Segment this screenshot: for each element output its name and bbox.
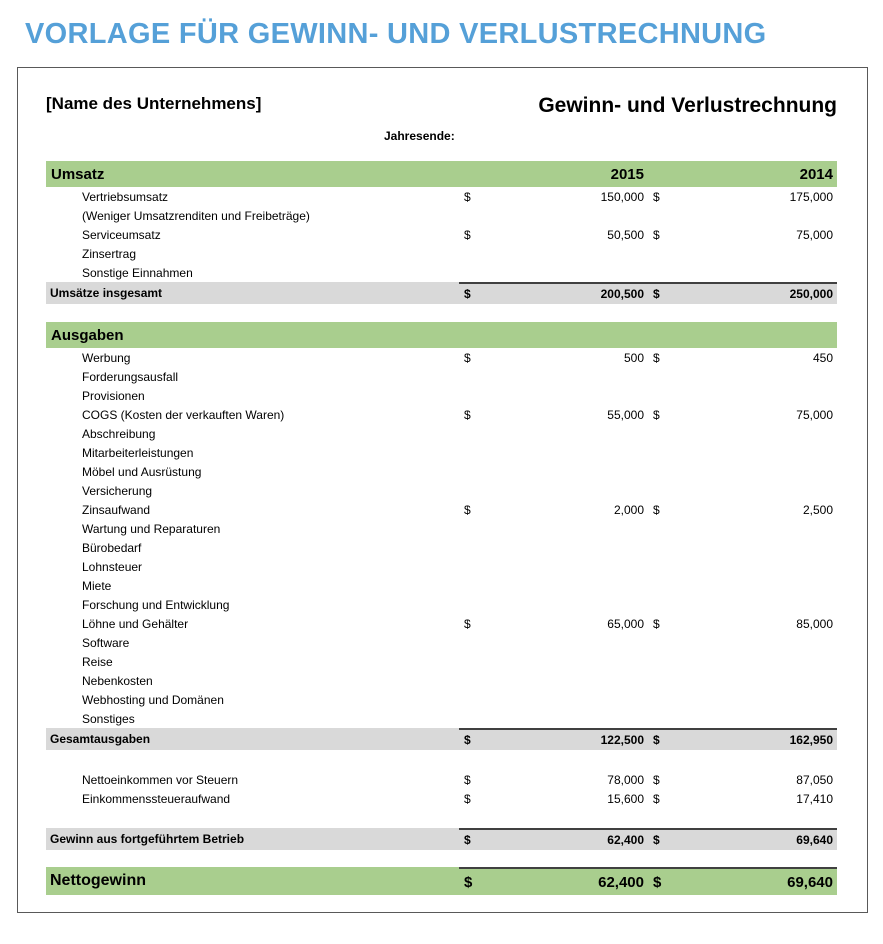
amount-value: 500 [623,350,644,365]
row-label: Werbung [82,350,131,365]
amount-cell [648,409,837,421]
amount-value: 55,000 [607,407,644,422]
currency-symbol: $ [653,287,660,302]
amount-columns [459,770,837,789]
row-label: Wartung und Reparaturen [82,521,221,536]
row-label: Provisionen [82,388,145,403]
line-item-row [46,386,837,405]
row-label: Nettogewinn [50,872,146,890]
line-item-row [46,443,837,462]
line-item-row [46,690,837,709]
amount-cell [648,352,837,364]
row-label: Zinsertrag [82,246,137,261]
currency-symbol: $ [653,227,660,242]
line-item-row [46,538,837,557]
amount-columns [459,282,837,304]
amount-columns [459,519,837,538]
document-header [46,94,837,117]
year-column-header [459,167,648,182]
row-label: Miete [82,578,112,593]
line-item-row [46,614,837,633]
amount-cell [648,618,837,630]
amount-columns [459,263,837,282]
currency-symbol: $ [464,733,471,748]
amount-columns [459,161,837,187]
amount-cell [648,229,837,241]
amount-columns [459,405,837,424]
amount-value: 69,640 [796,833,833,848]
amount-columns [459,206,837,225]
section-header [46,161,837,187]
row-label: Zinsaufwand [82,502,151,517]
amount-columns [459,828,837,850]
amount-cell [459,288,648,300]
amount-value: 75,000 [796,227,833,242]
row-label: Serviceumsatz [82,227,161,242]
line-item-row [46,187,837,206]
amount-value: 17,410 [796,791,833,806]
row-label: Mitarbeiterleistungen [82,445,194,460]
row-label: (Weniger Umsatzrenditen und Freibeträge) [82,208,310,223]
amount-value: 87,050 [796,772,833,787]
row-label: Nebenkosten [82,673,153,688]
currency-symbol: $ [653,189,660,204]
currency-symbol: $ [464,407,471,422]
amount-value: 175,000 [789,189,833,204]
amount-value: 78,000 [607,772,644,787]
row-label: Gesamtausgaben [50,732,151,747]
section-total-row [46,728,837,750]
company-name: [Name des Unternehmens] [46,94,262,114]
row-label: Löhne und Gehälter [82,616,189,631]
line-item-row [46,225,837,244]
amount-columns [459,424,837,443]
operating-profit-section [46,828,837,850]
summary-section [46,770,837,808]
amount-columns [459,367,837,386]
line-item-row [46,633,837,652]
line-item-row [46,462,837,481]
amount-cell [459,229,648,241]
amount-cell [459,734,648,746]
amount-value: 75,000 [796,407,833,422]
line-item-row [46,576,837,595]
amount-cell [648,793,837,805]
amount-value: 62,400 [607,833,644,848]
amount-columns [459,386,837,405]
currency-symbol: $ [653,833,660,848]
line-item-row [46,519,837,538]
amount-columns [459,187,837,206]
amount-value: 85,000 [796,616,833,631]
currency-symbol: $ [464,189,471,204]
summary-row [46,789,837,808]
amount-cell [648,504,837,516]
amount-columns [459,614,837,633]
amount-cell [648,288,837,300]
amount-cell [459,191,648,203]
currency-symbol: $ [464,350,471,365]
amount-value: 15,600 [607,791,644,806]
net-profit-section [46,867,837,895]
currency-symbol: $ [653,407,660,422]
amount-columns [459,322,837,348]
amount-columns [459,789,837,808]
amount-value: 122,500 [600,733,644,748]
currency-symbol: $ [464,502,471,517]
currency-symbol: $ [464,791,471,806]
line-item-row [46,367,837,386]
line-item-row [46,206,837,225]
amount-value: 2,000 [613,502,644,517]
amount-cell [459,352,648,364]
amount-value: 250,000 [789,287,833,302]
amount-cell [459,875,648,890]
row-label: Webhosting und Domänen [82,692,224,707]
line-item-row [46,671,837,690]
statement-card [17,67,868,913]
amount-columns [459,867,837,895]
line-item-row [46,263,837,282]
row-label: Sonstige Einnahmen [82,265,193,280]
line-item-row [46,709,837,728]
amount-columns [459,500,837,519]
operating-profit-row [46,828,837,850]
currency-symbol: $ [653,791,660,806]
amount-cell [459,409,648,421]
amount-value: 162,950 [789,733,833,748]
row-label: Versicherung [82,483,153,498]
line-item-row [46,481,837,500]
amount-columns [459,225,837,244]
row-label: Forderungsausfall [82,369,179,384]
row-label: COGS (Kosten der verkauften Waren) [82,407,285,422]
row-label: Lohnsteuer [82,559,143,574]
amount-columns [459,481,837,500]
year-header-label: 2014 [799,165,833,183]
amount-value: 50,500 [607,227,644,242]
year-column-header [648,167,837,182]
statement-section [46,322,837,750]
row-label: Forschung und Entwicklung [82,597,230,612]
line-item-row [46,595,837,614]
amount-columns [459,652,837,671]
amount-value: 2,500 [802,502,833,517]
amount-columns [459,728,837,750]
amount-columns [459,576,837,595]
amount-cell [648,875,837,890]
amount-columns [459,538,837,557]
row-label: Sonstiges [82,711,135,726]
currency-symbol: $ [464,616,471,631]
line-item-row [46,405,837,424]
amount-columns [459,462,837,481]
line-item-row [46,500,837,519]
section-header [46,322,837,348]
currency-symbol: $ [464,287,471,302]
amount-cell [459,504,648,516]
statement-body [46,161,837,895]
net-profit-row [46,867,837,895]
row-label: Umsätze insgesamt [50,286,163,301]
amount-columns [459,595,837,614]
line-item-row [46,244,837,263]
year-end-label: Jahresende: [384,129,455,144]
statement-section [46,161,837,304]
currency-symbol: $ [653,350,660,365]
amount-columns [459,633,837,652]
amount-columns [459,557,837,576]
currency-symbol: $ [653,772,660,787]
amount-cell [648,834,837,846]
amount-cell [648,774,837,786]
line-item-row [46,348,837,367]
amount-value: 200,500 [600,287,644,302]
amount-columns [459,690,837,709]
statement-title: Gewinn- und Verlustrechnung [538,94,837,118]
amount-columns [459,244,837,263]
amount-value: 150,000 [600,189,644,204]
summary-row [46,770,837,789]
currency-symbol: $ [464,833,471,848]
amount-columns [459,443,837,462]
section-total-row [46,282,837,304]
line-item-row [46,424,837,443]
amount-value: 62,400 [598,873,644,891]
page-title: VORLAGE FÜR GEWINN- UND VERLUSTRECHNUNG [25,18,767,50]
row-label: Möbel und Ausrüstung [82,464,202,479]
row-label: Software [82,635,130,650]
amount-columns [459,709,837,728]
row-label: Ausgaben [51,326,124,344]
amount-columns [459,348,837,367]
amount-cell [459,793,648,805]
row-label: Reise [82,654,113,669]
row-label: Einkommenssteueraufwand [82,791,231,806]
row-label: Nettoeinkommen vor Steuern [82,772,239,787]
currency-symbol: $ [653,873,662,891]
amount-cell [648,734,837,746]
row-label: Gewinn aus fortgeführtem Betrieb [50,832,245,847]
row-label: Umsatz [51,165,105,183]
amount-value: 69,640 [787,873,833,891]
line-item-row [46,652,837,671]
amount-cell [648,191,837,203]
amount-cell [459,774,648,786]
currency-symbol: $ [653,733,660,748]
amount-cell [459,618,648,630]
row-label: Vertriebsumsatz [82,189,169,204]
amount-value: 450 [812,350,833,365]
currency-symbol: $ [464,772,471,787]
amount-cell [459,834,648,846]
amount-value: 65,000 [607,616,644,631]
line-item-row [46,557,837,576]
year-header-label: 2015 [610,165,644,183]
currency-symbol: $ [653,502,660,517]
currency-symbol: $ [653,616,660,631]
row-label: Bürobedarf [82,540,142,555]
amount-columns [459,671,837,690]
currency-symbol: $ [464,227,471,242]
row-label: Abschreibung [82,426,156,441]
currency-symbol: $ [464,873,473,891]
